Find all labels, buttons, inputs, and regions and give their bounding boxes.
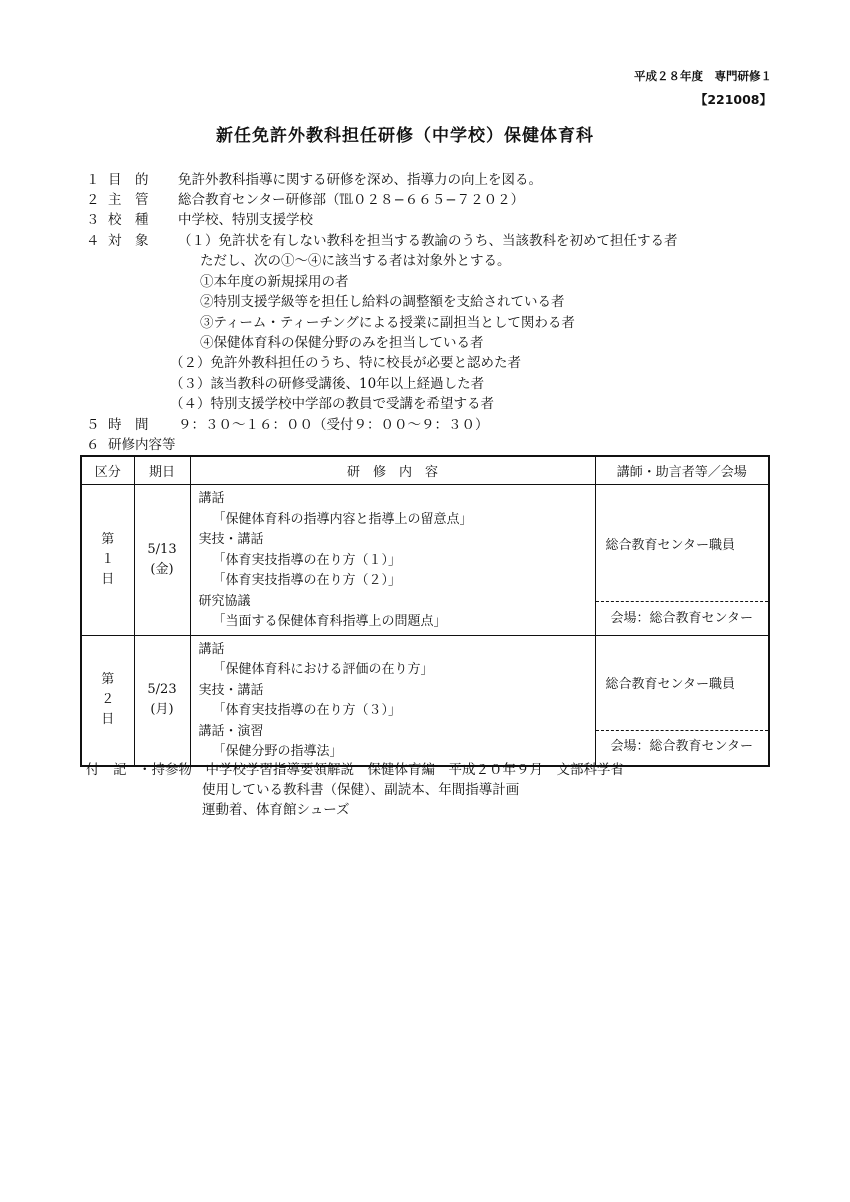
col-header-division: 区分 xyxy=(81,456,134,485)
item-target xyxy=(86,231,678,251)
exclusion-item: ①本年度の新規採用の者 xyxy=(200,274,349,290)
day-cell xyxy=(81,485,134,636)
venue-name: 会場：総合教育センター xyxy=(610,739,753,754)
content-line: 実技・講話 xyxy=(198,532,264,547)
item-number: ３ xyxy=(86,212,100,228)
course-code: 【221008】 xyxy=(694,92,772,107)
item-text: （１）免許状を有しない教科を担当する教諭のうち、当該教科を初めて担任する者 xyxy=(178,233,678,249)
content-line: 研究協議 xyxy=(198,593,251,609)
item-number: ６ xyxy=(86,437,100,453)
target-item: （３）該当教科の研修受講後、10年以上経過した者 xyxy=(170,376,485,392)
item-contents-heading xyxy=(86,435,176,455)
table-header-row xyxy=(81,456,769,485)
target-item: （４）特別支援学校中学部の教員で受講を希望する者 xyxy=(170,396,494,412)
content-line: 「保健体育科における評価の在り方」 xyxy=(212,662,434,677)
col-header-content: 研 修 内 容 xyxy=(190,456,595,485)
schedule-table xyxy=(80,455,770,767)
day-char: 日 xyxy=(101,712,115,727)
venue-name: 会場：総合教育センター xyxy=(610,610,753,626)
content-line: 「体育実技指導の在り方（１）」 xyxy=(212,552,402,568)
content-line: 「体育実技指導の在り方（２）」 xyxy=(212,573,402,588)
weekday-value: (月) xyxy=(150,702,174,717)
staff-name: 総合教育センター職員 xyxy=(596,485,769,602)
page-title: 新任免許外教科担任研修（中学校）保健体育科 xyxy=(216,126,594,146)
item-text: ９：３０〜１６：００（受付９：００〜９：３０） xyxy=(178,417,489,433)
item-organizer xyxy=(86,190,524,210)
day-char: １ xyxy=(101,551,115,567)
col-header-date: 期日 xyxy=(134,456,190,485)
day-char: 日 xyxy=(101,571,115,587)
header-meta: 平成２８年度 専門研修１ xyxy=(634,69,772,83)
content-line: 「保健分野の指導法」 xyxy=(212,744,343,759)
item-text: 総合教育センター研修部（℡０２８−６６５−７２０２） xyxy=(178,192,525,208)
appendix-line: 運動着、体育館シューズ xyxy=(202,802,350,818)
item-label: 目 的 xyxy=(108,172,149,188)
appendix-line xyxy=(86,760,624,780)
appendix-label: 付 記 xyxy=(86,762,127,778)
weekday-value: (金) xyxy=(150,561,174,577)
staff-name: 総合教育センター職員 xyxy=(596,636,769,731)
day-char: 第 xyxy=(101,531,115,547)
item-time xyxy=(86,415,489,435)
content-line: 講話 xyxy=(198,641,225,657)
item-number: ５ xyxy=(86,417,100,433)
content-cell xyxy=(190,485,595,636)
date-cell xyxy=(134,635,190,766)
item-text: 研修内容等 xyxy=(108,437,176,453)
table-row xyxy=(81,635,769,766)
content-line: 「当面する保健体育科指導上の問題点」 xyxy=(212,614,447,629)
item-purpose xyxy=(86,170,542,190)
item-text: 免許外教科指導に関する研修を深め、指導力の向上を図る。 xyxy=(178,172,542,188)
item-label: 校 種 xyxy=(108,212,149,228)
item-number: ２ xyxy=(86,192,100,208)
item-label: 主 管 xyxy=(108,192,149,208)
content-line: 「体育実技指導の在り方（３）」 xyxy=(212,703,402,718)
table-row xyxy=(81,485,769,636)
staff-venue-cell xyxy=(595,485,769,636)
item-label: 時 間 xyxy=(108,417,149,433)
content-line: 講話 xyxy=(198,491,225,506)
date-value: 5/13 xyxy=(147,541,177,557)
content-cell xyxy=(190,635,595,766)
staff-venue-cell xyxy=(595,635,769,766)
item-number: ４ xyxy=(86,233,100,249)
appendix-text: ・持参物 中学校学習指導要領解説 保健体育編 平成２０年９月 文部科学省 xyxy=(138,762,624,778)
date-value: 5/23 xyxy=(147,682,177,697)
content-line: 「保健体育科の指導内容と指導上の留意点」 xyxy=(212,511,473,527)
target-note: ただし、次の①〜④に該当する者は対象外とする。 xyxy=(200,253,511,269)
target-item: （２）免許外教科担任のうち、特に校長が必要と認めた者 xyxy=(170,355,521,371)
day-cell xyxy=(81,635,134,766)
date-cell xyxy=(134,485,190,636)
item-label: 対 象 xyxy=(108,233,149,249)
exclusion-item: ④保健体育科の保健分野のみを担当している者 xyxy=(200,335,484,351)
exclusion-item: ③ティーム・ティーチングによる授業に副担当として関わる者 xyxy=(200,315,575,331)
item-text: 中学校、特別支援学校 xyxy=(178,212,313,228)
day-char: ２ xyxy=(101,692,115,707)
content-line: 講話・演習 xyxy=(198,723,264,739)
col-header-staff-venue: 講師・助言者等／会場 xyxy=(595,456,769,485)
item-number: １ xyxy=(86,172,100,188)
exclusion-item: ②特別支援学級等を担任し給料の調整額を支給されている者 xyxy=(200,294,565,310)
appendix-line: 使用している教科書（保健）、副読本、年間指導計画 xyxy=(202,782,520,798)
item-school-type xyxy=(86,210,313,230)
content-line: 実技・講話 xyxy=(198,682,264,698)
day-char: 第 xyxy=(101,672,115,687)
